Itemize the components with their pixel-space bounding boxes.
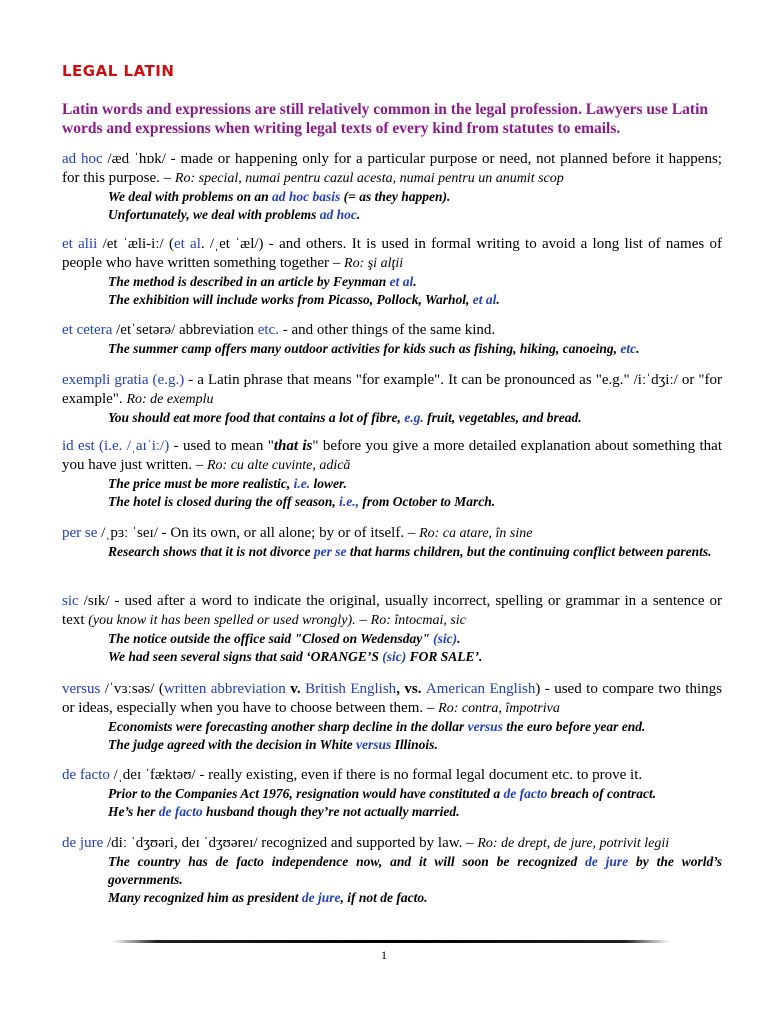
definition: per se /ˌpɜː ˈseɪ/ - On its own, or all alone; by or of itself. – Ro: ca atare, în sine <box>62 525 533 541</box>
romanian-translation: Ro: întocmai, sic <box>370 613 466 628</box>
example: You should eat more food that contains a lot of fibre, e.g. fruit, vegetables, and bread. <box>108 410 582 425</box>
romanian-translation: Ro: ca atare, în sine <box>419 526 533 541</box>
entry-de-facto <box>62 766 722 821</box>
intro-paragraph: Latin words and expressions are still relatively common in the legal profession. Lawyers use Latin words and expressions when writing legal texts of every kind from statutes to emails. <box>62 101 708 137</box>
page-number: 1 <box>381 948 387 962</box>
romanian-translation: Ro: de exemplu <box>126 392 214 407</box>
romanian-translation: Ro: contra, împotriva <box>438 701 560 716</box>
example: We had seen several signs that said ‘ORANGE’S (sic) FOR SALE’. <box>108 649 483 664</box>
romanian-translation: Ro: cu alte cuvinte, adică <box>206 458 351 473</box>
footer-divider <box>112 940 670 943</box>
entry-exempli-gratia <box>62 371 722 427</box>
example: Research shows that it is not divorce per se that harms children, but the continuing conflict between parents. <box>108 544 712 559</box>
entry-versus <box>62 680 722 754</box>
entry-ad-hoc <box>62 150 722 224</box>
romanian-translation: Ro: special, numai pentru cazul acesta, numai pentru un anumit scop <box>174 171 564 186</box>
definition: ad hoc /æd ˈhɒk/ - made or happening only for a particular purpose or need, not planned before it happens; for this purpose. – Ro: special, numai pentru cazul acesta, numai pentru un anumit scop <box>62 151 722 186</box>
definition: versus /ˈvɜːsəs/ (written abbreviation v. British English, vs. American English) - used to compare two things or ideas, especially when you have to choose between them. – Ro: contra, împotriva <box>62 681 722 716</box>
entry-et-cetera <box>62 321 722 358</box>
example: The judge agreed with the decision in White versus Illinois. <box>108 737 438 752</box>
example: The exhibition will include works from Picasso, Pollock, Warhol, et al. <box>108 292 500 307</box>
term: et cetera <box>62 322 113 338</box>
term: sic <box>62 593 79 609</box>
example: The notice outside the office said "Closed on Wedensday" (sic). <box>108 631 461 646</box>
term: de facto <box>62 767 110 783</box>
entry-sic <box>62 592 722 666</box>
example: The price must be more realistic, i.e. lower. <box>108 476 347 491</box>
definition: id est (i.e. /ˌaɪˈiː/) - used to mean "that is" before you give a more detailed explanation about something that you have just written. – Ro: cu alte cuvinte, adică <box>62 438 723 473</box>
definition: de jure /diː ˈdʒʊəri, deɪ ˈdʒʊəreɪ/ recognized and supported by law. – Ro: de drept, de jure, potrivit legii <box>62 835 670 851</box>
term: ad hoc <box>62 151 103 167</box>
term: exempli gratia (e.g.) <box>62 372 185 388</box>
entry-de-jure <box>62 834 722 907</box>
example: Many recognized him as president de jure, if not de facto. <box>108 890 428 905</box>
example: The hotel is closed during the off season, i.e., from October to March. <box>108 494 496 509</box>
example: Prior to the Companies Act 1976, resignation would have constituted a de facto breach of contract. <box>108 786 657 801</box>
term: de jure <box>62 835 104 851</box>
example: The country has de facto independence now, and it will soon be recognized de jure by the world’s governments. <box>108 854 722 887</box>
example: Unfortunately, we deal with problems ad hoc. <box>108 207 361 222</box>
example: The summer camp offers many outdoor activities for kids such as fishing, hiking, canoeing, etc. <box>108 341 640 356</box>
romanian-translation: Ro: şi alţii <box>344 256 404 271</box>
term: versus <box>62 681 101 697</box>
example: Economists were forecasting another sharp decline in the dollar versus the euro before year end. <box>108 719 646 734</box>
term: per se <box>62 525 98 541</box>
romanian-translation: Ro: de drept, de jure, potrivit legii <box>477 836 670 851</box>
entry-per-se <box>62 524 722 561</box>
definition: exempli gratia (e.g.) - a Latin phrase that means "for example". It can be pronounced as "e.g." /iːˈdʒiː/ or "for example". Ro: de exemplu <box>62 372 722 407</box>
example: He’s her de facto husband though they’re not actually married. <box>108 804 460 819</box>
entry-et-alii <box>62 235 722 309</box>
term: et alii <box>62 236 98 252</box>
example: The method is described in an article by Feynman et al. <box>108 274 417 289</box>
page-title: LEGAL LATIN <box>62 62 175 80</box>
definition: et alii /et ˈæli-iː/ (et al. /ˌet ˈæl/) - and others. It is used in formal writing to avoid a long list of names of people who have written something together – Ro: şi alţii <box>62 236 722 271</box>
example: We deal with problems on an ad hoc basis (= as they happen). <box>108 189 451 204</box>
definition: sic /sɪk/ - used after a word to indicate the original, usually incorrect, spelling or grammar in a sentence or text (you know it has been spelled or used wrongly). – Ro: întocmai, sic <box>62 593 722 628</box>
term: id est (i.e. /ˌaɪˈiː/) <box>62 438 170 454</box>
definition: de facto /ˌdeɪ ˈfæktəʊ/ - really existing, even if there is no formal legal document etc. to prove it. <box>62 767 643 783</box>
entry-id-est <box>62 437 722 511</box>
definition: et cetera /etˈsetərə/ abbreviation etc. - and other things of the same kind. <box>62 322 496 338</box>
